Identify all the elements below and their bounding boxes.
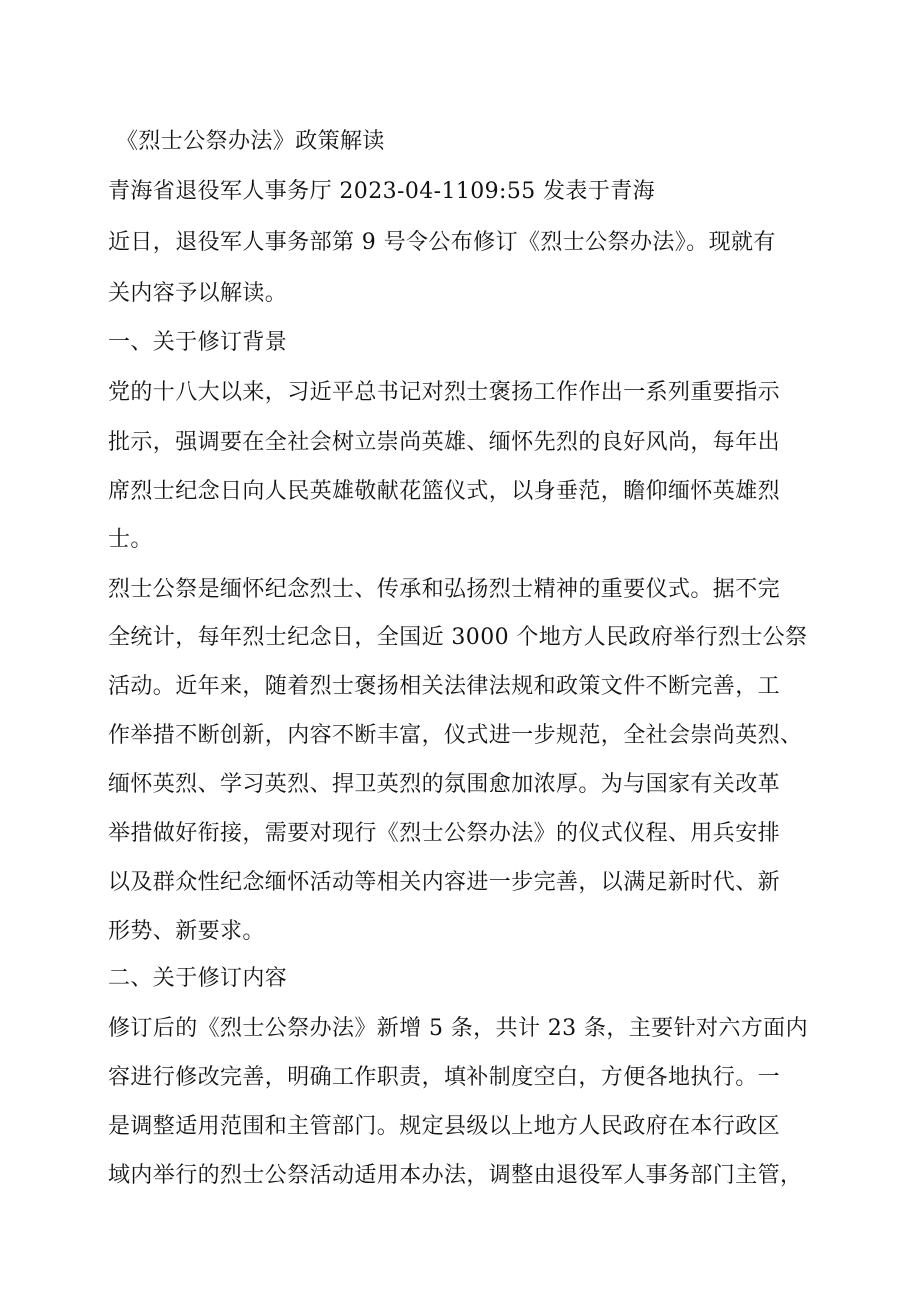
body-line: 修订后的《烈士公祭办法》新增 5 条，共计 23 条，主要针对六方面内 xyxy=(108,1016,808,1041)
body-line: 全统计，每年烈士纪念日，全国近 3000 个地方人民政府举行烈士公祭 xyxy=(108,625,808,650)
body-line: 席烈士纪念日向人民英雄敬献花篮仪式，以身垂范，瞻仰缅怀英雄烈 xyxy=(108,479,781,504)
body-line: 举措做好衔接，需要对现行《烈士公祭办法》的仪式仪程、用兵安排 xyxy=(108,821,781,846)
section-heading: 一、关于修订背景 xyxy=(108,330,288,355)
body-line: 作举措不断创新，内容不断丰富，仪式进一步规范，全社会崇尚英烈、 xyxy=(108,723,803,748)
body-line: 以及群众性纪念缅怀活动等相关内容进一步完善，以满足新时代、新 xyxy=(108,870,781,895)
body-line: 批示，强调要在全社会树立崇尚英雄、缅怀先烈的良好风尚，每年出 xyxy=(108,430,781,455)
body-line: 烈士公祭是缅怀纪念烈士、传承和弘扬烈士精神的重要仪式。据不完 xyxy=(108,577,781,602)
body-line: 形势、新要求。 xyxy=(108,919,265,944)
body-line: 关内容予以解读。 xyxy=(108,281,288,306)
body-line: 近日，退役军人事务部第 9 号令公布修订《烈士公祭办法》。现就有 xyxy=(108,230,776,255)
body-line: 是调整适用范围和主管部门。规定县级以上地方人民政府在本行政区 xyxy=(108,1114,781,1139)
body-line: 士。 xyxy=(108,527,153,552)
document-title: 《烈士公祭办法》政策解读 xyxy=(116,129,385,154)
document-byline: 青海省退役军人事务厅 2023-04-1109:55 发表于青海 xyxy=(108,179,656,204)
body-line: 域内举行的烈士公祭活动适用本办法，调整由退役军人事务部门主管， xyxy=(108,1163,803,1188)
body-line: 缅怀英烈、学习英烈、捍卫英烈的氛围愈加浓厚。为与国家有关改革 xyxy=(108,772,781,797)
section-heading: 二、关于修订内容 xyxy=(108,966,288,991)
body-line: 容进行修改完善，明确工作职责，填补制度空白，方便各地执行。一 xyxy=(108,1065,781,1090)
body-line: 活动。近年来，随着烈士褒扬相关法律法规和政策文件不断完善，工 xyxy=(108,674,781,699)
body-line: 党的十八大以来，习近平总书记对烈士褒扬工作作出一系列重要指示 xyxy=(108,380,781,405)
